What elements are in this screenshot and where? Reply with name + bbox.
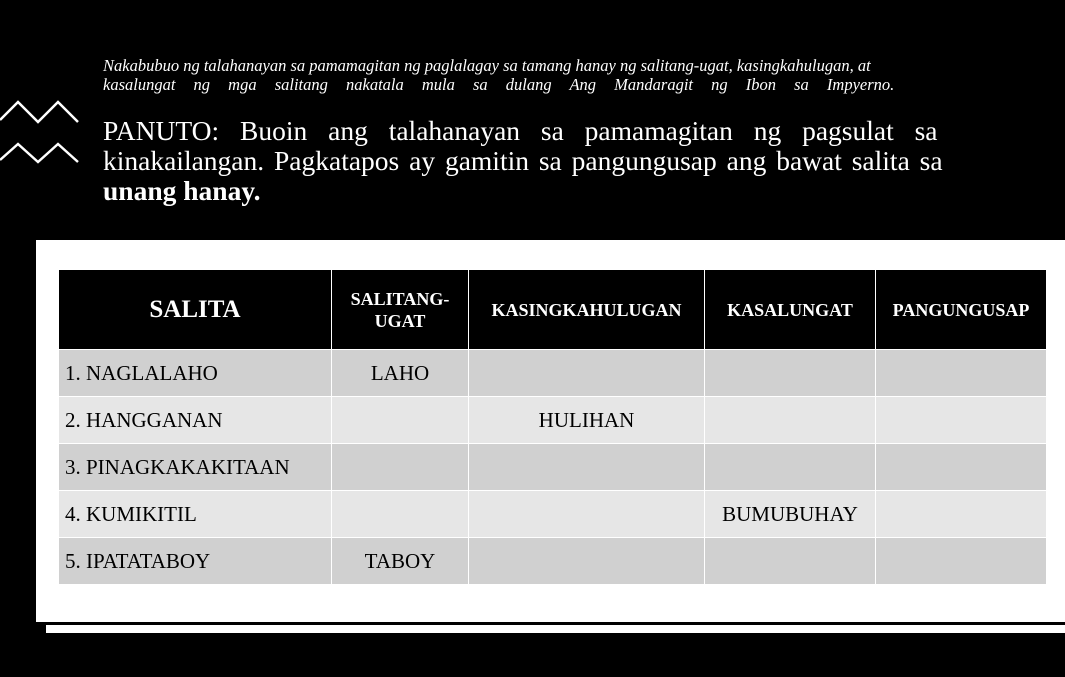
cell-kasalungat[interactable] — [705, 538, 876, 585]
instructions-line-1: PANUTO: Buoin ang talahanayan sa pamamagitan ng pagsulat sa — [103, 115, 938, 146]
cell-salitang-ugat[interactable]: TABOY — [332, 538, 469, 585]
table-row — [59, 538, 1047, 585]
cell-kasingkahulugan[interactable] — [469, 491, 705, 538]
cell-salita: 3. PINAGKAKAKITAAN — [59, 444, 332, 491]
cell-pangungusap[interactable] — [876, 350, 1047, 397]
cell-salita: 1. NAGLALAHO — [59, 350, 332, 397]
cell-kasalungat[interactable] — [705, 350, 876, 397]
cell-kasingkahulugan[interactable] — [469, 444, 705, 491]
cell-pangungusap[interactable] — [876, 538, 1047, 585]
card-divider — [46, 625, 1065, 633]
cell-kasalungat[interactable] — [705, 397, 876, 444]
zigzag-icon — [0, 96, 80, 126]
cell-kasingkahulugan[interactable] — [469, 350, 705, 397]
header-kasalungat: KASALUNGAT — [705, 270, 876, 350]
header-row — [59, 270, 1047, 350]
cell-salita: 2. HANGGANAN — [59, 397, 332, 444]
cell-pangungusap[interactable] — [876, 444, 1047, 491]
table-row — [59, 444, 1047, 491]
intro-line-1: Nakabubuo ng talahanayan sa pamamagitan ng paglalagay sa tamang hanay ng salitang-ugat, kasingkahulugan, at — [103, 56, 871, 75]
cell-salitang-ugat[interactable] — [332, 444, 469, 491]
cell-pangungusap[interactable] — [876, 491, 1047, 538]
instructions — [103, 116, 1065, 206]
header-salitang-ugat: SALITANG-UGAT — [332, 270, 469, 350]
instructions-line-2: kinakailangan. Pagkatapos ay gamitin sa pangungusap ang bawat salita sa — [103, 145, 943, 176]
cell-kasingkahulugan[interactable] — [469, 538, 705, 585]
cell-salita: 5. IPATATABOY — [59, 538, 332, 585]
cell-kasalungat[interactable]: BUMUBUHAY — [705, 491, 876, 538]
instructions-line-3: unang hanay. — [103, 175, 261, 206]
cell-salitang-ugat[interactable]: LAHO — [332, 350, 469, 397]
header-kasingkahulugan: KASINGKAHULUGAN — [469, 270, 705, 350]
worksheet-table — [58, 269, 1047, 585]
cell-salitang-ugat[interactable] — [332, 491, 469, 538]
table-row — [59, 491, 1047, 538]
intro-text — [103, 56, 1065, 94]
zigzag-icon — [0, 140, 80, 170]
header-salita: SALITA — [59, 270, 332, 350]
table-row — [59, 397, 1047, 444]
cell-pangungusap[interactable] — [876, 397, 1047, 444]
intro-line-2: kasalungat ng mga salitang nakatala mula sa dulang Ang Mandaragit ng Ibon sa Impyerno. — [103, 75, 895, 94]
cell-kasalungat[interactable] — [705, 444, 876, 491]
header-pangungusap: PANGUNGUSAP — [876, 270, 1047, 350]
cell-kasingkahulugan[interactable]: HULIHAN — [469, 397, 705, 444]
cell-salitang-ugat[interactable] — [332, 397, 469, 444]
cell-salita: 4. KUMIKITIL — [59, 491, 332, 538]
table-row — [59, 350, 1047, 397]
